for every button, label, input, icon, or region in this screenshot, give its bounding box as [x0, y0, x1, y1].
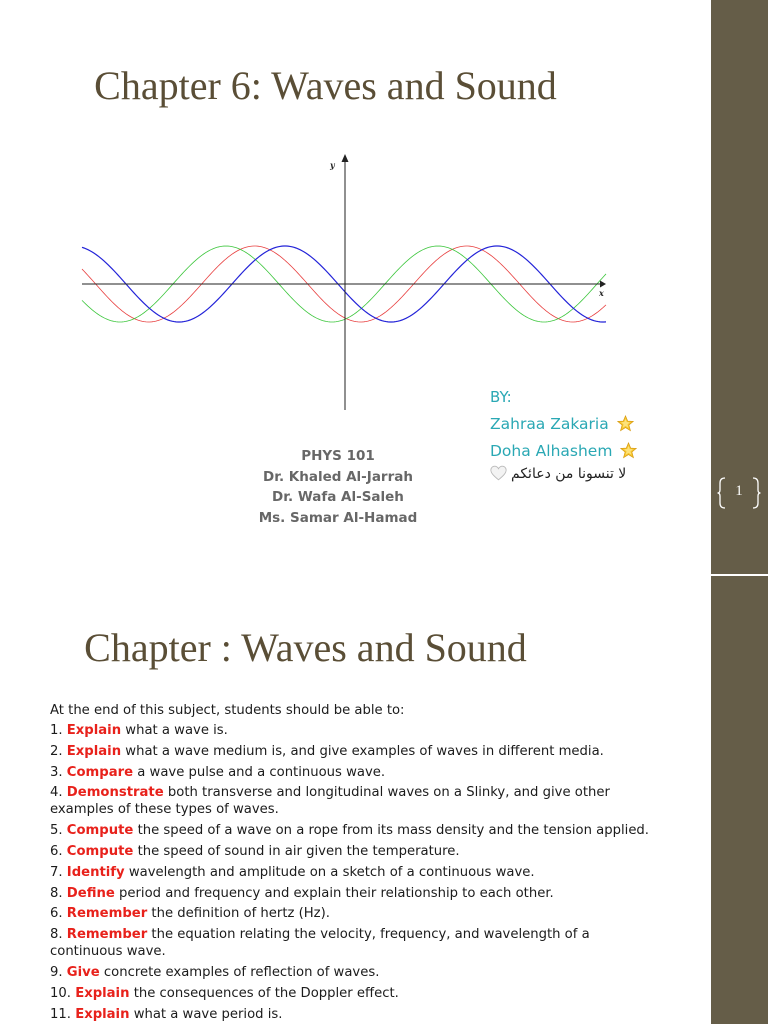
objective-text: the speed of sound in air given the temperature. [137, 843, 460, 859]
star-icon [617, 415, 634, 432]
prayer-text: لا تنسونا من دعائكم [511, 466, 627, 482]
objective-number: 7. [50, 864, 63, 880]
objective-verb: Give [66, 964, 100, 980]
slide-title: Chapter 6: Waves and Sound [94, 63, 557, 108]
objectives-list [50, 702, 660, 1024]
objective-text: what a wave period is. [133, 1006, 283, 1022]
objective-number: 10. [50, 985, 71, 1001]
objective-number: 4. [50, 785, 63, 801]
objective-text: the speed of a wave on a rope from its mass density and the tension applied. [137, 823, 649, 839]
objective-item [50, 743, 660, 760]
authors-block [490, 384, 705, 465]
objective-item [50, 722, 660, 739]
objective-item [50, 764, 660, 781]
objective-verb: Define [66, 885, 115, 901]
star-icon [620, 442, 637, 459]
page-number-badge [717, 476, 761, 510]
objective-text: the definition of hertz (Hz). [151, 906, 330, 922]
objective-verb: Identify [66, 864, 125, 880]
objectives-intro: At the end of this subject, students should be able to: [50, 703, 405, 718]
objective-number: 9. [50, 964, 63, 980]
instructor-name: Dr. Khaled Al-Jarrah [263, 468, 413, 485]
objective-item [50, 905, 660, 922]
instructor-name: Dr. Wafa Al-Saleh [272, 489, 404, 505]
objective-number: 2. [50, 743, 63, 759]
author-name: Zahraa Zakaria [490, 415, 609, 433]
objective-text: both transverse and longitudinal waves on a Slinky, and give other examples of these types of waves. [50, 785, 610, 818]
objective-text: wavelength and amplitude on a sketch of a continuous wave. [128, 864, 535, 880]
objective-verb: Explain [66, 743, 122, 759]
page-number: 1 [735, 483, 743, 499]
slide-2 [0, 576, 768, 1024]
objective-text: what a wave is. [125, 723, 228, 738]
x-axis-label: x [599, 288, 604, 298]
white-heart-icon [490, 465, 507, 481]
objective-verb: Explain [75, 1006, 130, 1022]
course-credits [238, 446, 438, 528]
slide-title: Chapter : Waves and Sound [84, 625, 527, 670]
objective-verb: Compute [66, 843, 134, 859]
objective-text: the consequences of the Doppler effect. [133, 985, 399, 1001]
course-code: PHYS 101 [301, 448, 375, 464]
objective-text: concrete examples of reflection of waves. [103, 964, 380, 980]
objective-text: a wave pulse and a continuous wave. [137, 764, 386, 780]
objective-item [50, 784, 660, 818]
objective-item [50, 1006, 660, 1023]
objective-number: 6. [50, 906, 63, 922]
objective-item [50, 885, 660, 902]
author-line [490, 438, 705, 465]
objective-number: 6. [50, 843, 63, 859]
author-name: Doha Alhashem [490, 442, 613, 460]
objective-number: 1. [50, 723, 63, 738]
objective-item [50, 985, 660, 1002]
objective-item [50, 843, 660, 860]
objective-verb: Explain [66, 723, 122, 738]
objective-number: 5. [50, 823, 63, 839]
objective-text: what a wave medium is, and give examples of waves in different media. [125, 743, 604, 759]
objective-number: 8. [50, 927, 63, 943]
y-axis-arrow [342, 154, 349, 162]
objective-verb: Compare [66, 764, 134, 780]
x-axis-arrow [600, 281, 606, 288]
objective-number: 11. [50, 1006, 71, 1022]
objective-number: 8. [50, 885, 63, 901]
objective-verb: Compute [66, 823, 134, 839]
objective-item [50, 964, 660, 981]
objective-verb: Remember [66, 927, 148, 943]
by-label: BY: [490, 388, 512, 406]
objective-text: period and frequency and explain their relationship to each other. [119, 885, 554, 901]
instructor-name: Ms. Samar Al-Hamad [258, 509, 418, 526]
objective-item [50, 864, 660, 881]
objective-number: 3. [50, 764, 63, 780]
prayer-note [490, 465, 640, 482]
objective-verb: Explain [75, 985, 130, 1001]
objective-item [50, 822, 660, 839]
objective-item [50, 926, 660, 960]
objective-verb: Remember [66, 906, 148, 922]
slide-sidebar [711, 576, 768, 1024]
author-line [490, 411, 705, 438]
objective-verb: Demonstrate [66, 785, 164, 801]
y-axis-label: y [330, 160, 335, 170]
objective-text: the equation relating the velocity, frequency, and wavelength of a continuous wave. [50, 927, 590, 960]
